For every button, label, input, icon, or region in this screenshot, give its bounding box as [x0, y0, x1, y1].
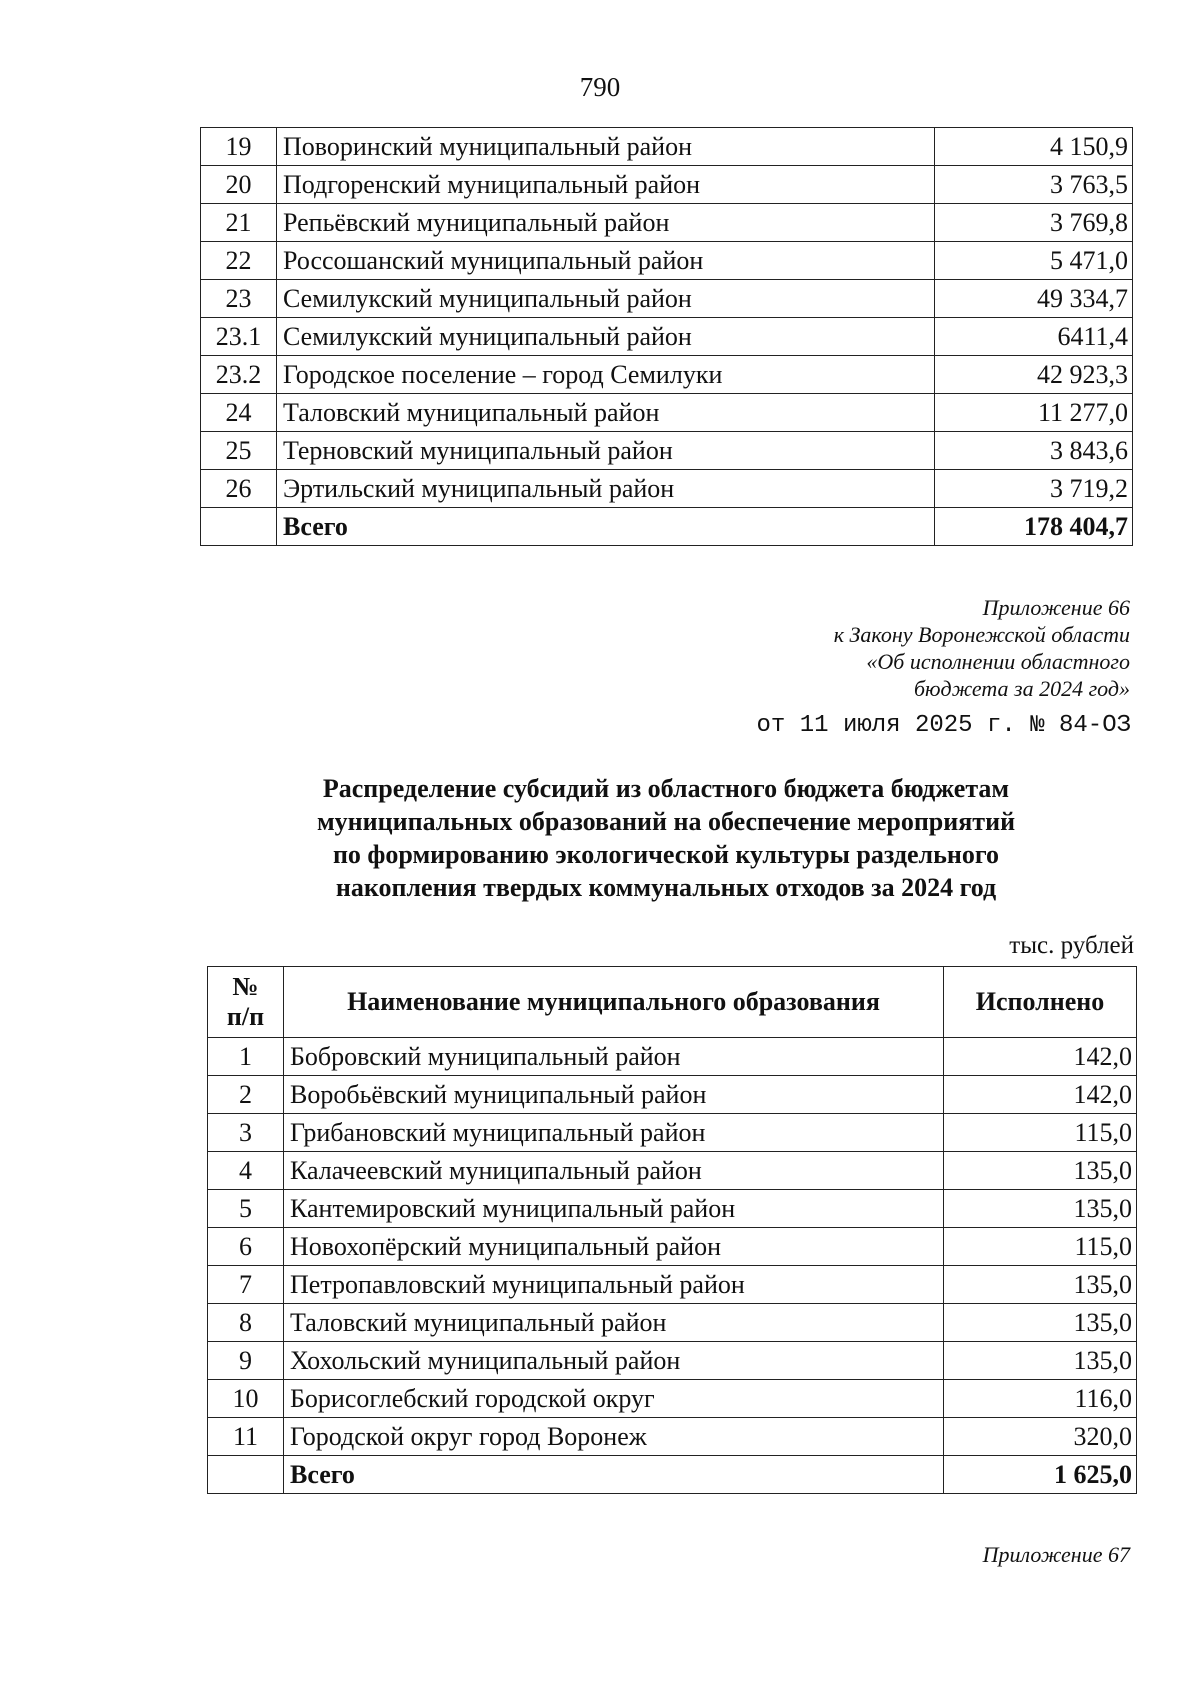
table-row [208, 1038, 1137, 1076]
row-name: Репьёвский муниципальный район [277, 204, 935, 242]
table-row [201, 204, 1133, 242]
row-number: 19 [201, 128, 277, 166]
appendix-66-line1: Приложение 66 [982, 595, 1130, 620]
document-title [200, 772, 1132, 904]
header-num-line1: № [232, 972, 259, 1001]
units-label: тыс. рублей [1009, 932, 1134, 959]
row-value: 3 719,2 [935, 470, 1133, 508]
bottom-table [207, 966, 1137, 1494]
table-row [201, 394, 1133, 432]
top-table-body [201, 128, 1133, 546]
table-row [201, 470, 1133, 508]
header-num-line2: п/п [226, 1002, 265, 1031]
header-row [208, 967, 1137, 1038]
title-line3: по формированию экологической культуры раздельного [332, 840, 1000, 869]
row-value: 116,0 [944, 1380, 1137, 1418]
row-name: Городской округ город Воронеж [284, 1418, 944, 1456]
row-number: 24 [201, 394, 277, 432]
table-row [201, 318, 1133, 356]
bottom-table-body [208, 1038, 1137, 1494]
row-name: Семилукский муниципальный район [277, 280, 935, 318]
row-value: 135,0 [944, 1190, 1137, 1228]
appendix-66-line3: «Об исполнении областного [866, 649, 1130, 674]
row-value: 42 923,3 [935, 356, 1133, 394]
row-number: 10 [208, 1380, 284, 1418]
table-row [201, 280, 1133, 318]
total-empty-cell [201, 508, 277, 546]
table-row [201, 128, 1133, 166]
table-row [208, 1380, 1137, 1418]
header-value: Исполнено [944, 967, 1137, 1038]
row-name: Воробьёвский муниципальный район [284, 1076, 944, 1114]
row-value: 135,0 [944, 1152, 1137, 1190]
row-value: 135,0 [944, 1342, 1137, 1380]
row-name: Таловский муниципальный район [277, 394, 935, 432]
title-line4: накопления твердых коммунальных отходов за 2024 год [335, 873, 997, 902]
table-row [201, 242, 1133, 280]
row-value: 3 763,5 [935, 166, 1133, 204]
row-number: 4 [208, 1152, 284, 1190]
appendix-66-line2: к Закону Воронежской области [833, 622, 1130, 647]
row-name: Эртильский муниципальный район [277, 470, 935, 508]
appendix-66-line4: бюджета за 2024 год» [913, 676, 1130, 701]
row-name: Поворинский муниципальный район [277, 128, 935, 166]
row-value: 3 843,6 [935, 432, 1133, 470]
total-row [208, 1456, 1137, 1494]
row-name: Подгоренский муниципальный район [277, 166, 935, 204]
table-row [201, 432, 1133, 470]
row-name: Семилукский муниципальный район [277, 318, 935, 356]
row-name: Таловский муниципальный район [284, 1304, 944, 1342]
row-number: 23.1 [201, 318, 277, 356]
header-name: Наименование муниципального образования [284, 967, 944, 1038]
row-value: 49 334,7 [935, 280, 1133, 318]
row-name: Терновский муниципальный район [277, 432, 935, 470]
row-value: 3 769,8 [935, 204, 1133, 242]
row-name: Новохопёрский муниципальный район [284, 1228, 944, 1266]
total-empty-cell [208, 1456, 284, 1494]
row-value: 115,0 [944, 1114, 1137, 1152]
page-number: 790 [579, 72, 621, 102]
row-name: Россошанский муниципальный район [277, 242, 935, 280]
row-number: 2 [208, 1076, 284, 1114]
table-row [201, 166, 1133, 204]
table-row [208, 1342, 1137, 1380]
appendix-67-header: Приложение 67 [982, 1542, 1130, 1567]
title-line2: муниципальных образований на обеспечение мероприятий [316, 807, 1016, 836]
row-number: 20 [201, 166, 277, 204]
row-value: 4 150,9 [935, 128, 1133, 166]
row-number: 3 [208, 1114, 284, 1152]
total-value: 1 625,0 [944, 1456, 1137, 1494]
table-row [208, 1228, 1137, 1266]
total-row [201, 508, 1133, 546]
row-value: 6411,4 [935, 318, 1133, 356]
row-number: 7 [208, 1266, 284, 1304]
row-value: 320,0 [944, 1418, 1137, 1456]
row-name: Грибановский муниципальный район [284, 1114, 944, 1152]
row-number: 25 [201, 432, 277, 470]
law-date: от 11 июля 2025 г. № 84-ОЗ [756, 712, 1131, 739]
row-name: Бобровский муниципальный район [284, 1038, 944, 1076]
row-value: 135,0 [944, 1266, 1137, 1304]
row-number: 9 [208, 1342, 284, 1380]
table-row [208, 1304, 1137, 1342]
top-table [200, 127, 1133, 546]
row-value: 135,0 [944, 1304, 1137, 1342]
row-number: 21 [201, 204, 277, 242]
total-value: 178 404,7 [935, 508, 1133, 546]
row-number: 23 [201, 280, 277, 318]
row-value: 142,0 [944, 1038, 1137, 1076]
table-row [208, 1418, 1137, 1456]
row-number: 8 [208, 1304, 284, 1342]
table-row [201, 356, 1133, 394]
row-value: 11 277,0 [935, 394, 1133, 432]
row-name: Калачеевский муниципальный район [284, 1152, 944, 1190]
total-label: Всего [277, 508, 935, 546]
row-name: Кантемировский муниципальный район [284, 1190, 944, 1228]
row-number: 22 [201, 242, 277, 280]
row-name: Городское поселение – город Семилуки [277, 356, 935, 394]
row-name: Хохольский муниципальный район [284, 1342, 944, 1380]
row-number: 26 [201, 470, 277, 508]
row-number: 5 [208, 1190, 284, 1228]
title-line1: Распределение субсидий из областного бюджета бюджетам [322, 774, 1010, 803]
row-value: 142,0 [944, 1076, 1137, 1114]
table-row [208, 1152, 1137, 1190]
total-label: Всего [284, 1456, 944, 1494]
appendix-66-header [834, 594, 1130, 702]
table-row [208, 1190, 1137, 1228]
row-value: 5 471,0 [935, 242, 1133, 280]
table-row [208, 1114, 1137, 1152]
row-name: Петропавловский муниципальный район [284, 1266, 944, 1304]
row-name: Борисоглебский городской округ [284, 1380, 944, 1418]
row-number: 6 [208, 1228, 284, 1266]
bottom-table-header [208, 967, 1137, 1038]
table-row [208, 1076, 1137, 1114]
header-num [208, 967, 284, 1038]
row-number: 11 [208, 1418, 284, 1456]
table-row [208, 1266, 1137, 1304]
row-value: 115,0 [944, 1228, 1137, 1266]
row-number: 1 [208, 1038, 284, 1076]
row-number: 23.2 [201, 356, 277, 394]
